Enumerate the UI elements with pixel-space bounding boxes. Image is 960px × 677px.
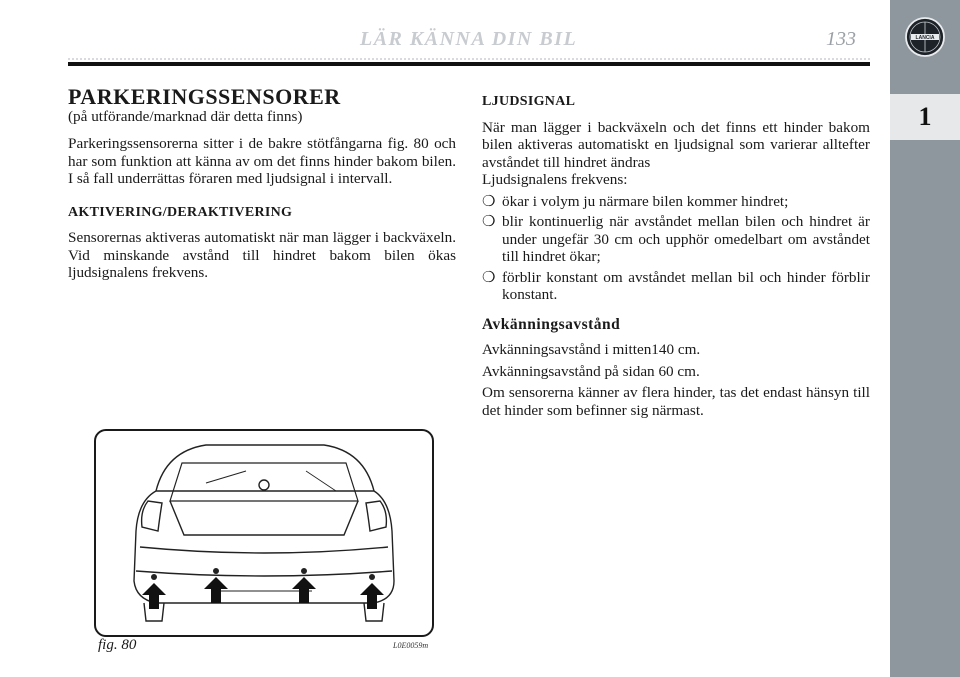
figure-frame: [94, 429, 434, 637]
intro-paragraph: Parkeringssensorerna sitter i de bakre stötfångarna fig. 80 och har som funktion att känna av om det finns hinder bakom bilen. I så fall underrättas föraren med ljudsignal i intervall.: [68, 135, 456, 187]
header-rule: [68, 62, 870, 66]
left-column: [68, 84, 456, 291]
sound-paragraph: När man lägger i backväxeln och det finns ett hinder bakom bilen aktiveras automatiskt en ljudsignal som varierar alltefter avståndet till hindret ändras: [482, 118, 870, 171]
frequency-label: Ljudsignalens frekvens:: [482, 171, 628, 188]
car-rear-illustration: [96, 431, 432, 635]
logo-text: LANCIA: [915, 35, 935, 41]
chapter-tab: 1: [890, 94, 960, 140]
range-note: Om sensorerna känner av flera hinder, tas det endast hänsyn till det hinder som befinner sig närmast.: [482, 384, 870, 419]
sensor-arrow-icon: [204, 577, 228, 603]
sidebar-top: [890, 0, 960, 90]
range-heading: Avkänningsavstånd: [482, 315, 621, 333]
activation-heading: AKTIVERING/DERAKTIVERING: [68, 204, 293, 220]
range-center: Avkänningsavstånd i mitten140 cm.: [482, 341, 701, 358]
bullet-icon: ❍: [482, 192, 496, 210]
header-dots: [68, 58, 870, 60]
figure-code: L0E0059m: [393, 641, 429, 650]
frequency-list: [482, 193, 870, 304]
sound-heading: LJUDSIGNAL: [482, 94, 576, 109]
sensor-arrow-icon: [292, 577, 316, 603]
bullet-icon: ❍: [482, 213, 496, 230]
section-subtitle: (på utförande/marknad där detta finns): [68, 107, 303, 125]
page-number: 133: [826, 28, 856, 50]
lancia-logo-icon: [904, 16, 946, 58]
right-column: [482, 93, 870, 428]
range-side: Avkänningsavstånd på sidan 60 cm.: [482, 362, 700, 380]
header-title: LÄR KÄNNA DIN BIL: [360, 28, 578, 50]
chapter-sidebar: [890, 0, 960, 677]
section-title: PARKERINGSSENSORER: [68, 84, 341, 109]
list-item: ❍ blir kontinuerlig när avståndet mellan bilen och hindret är under ungefär 30 cm och upphör omedelbart om avståndet till hindret ökar;: [482, 213, 870, 265]
activation-paragraph: Sensorernas aktiveras automatiskt när man lägger i backväxeln. Vid minskande avstånd till hindret bakom bilen ökas ljudsignalens frekvens.: [68, 229, 456, 281]
list-item: ❍ förblir konstant om avståndet mellan bil och hinder förblir konstant.: [482, 268, 870, 303]
figure-caption: fig. 80: [98, 637, 137, 653]
list-item: ❍ ökar i volym ju närmare bilen kommer hindret;: [482, 192, 789, 210]
sensor-arrow-icon: [142, 583, 166, 609]
bullet-icon: ❍: [482, 268, 496, 286]
